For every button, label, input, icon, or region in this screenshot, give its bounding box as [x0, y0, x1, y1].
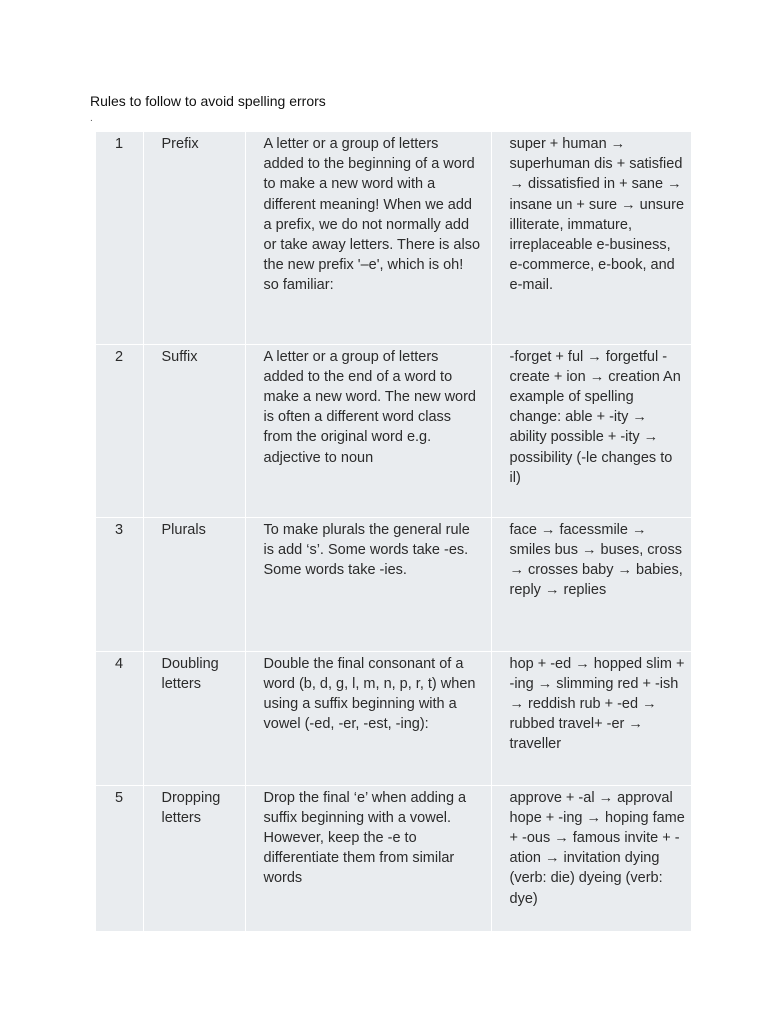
rule-name: Dropping letters — [161, 789, 221, 826]
rule-name: Plurals — [161, 521, 206, 538]
rule-description: To make plurals the general rule is add ‘s’. Some words take -es. Some words take -ies. — [263, 521, 470, 578]
rule-examples-cell — [491, 517, 691, 651]
rule-examples: face → facessmile → smiles bus → buses, cross → crosses baby → babies, reply → replies — [509, 521, 683, 599]
rule-number: 3 — [115, 521, 124, 538]
rules-table — [96, 132, 691, 932]
rule-name: Suffix — [161, 348, 198, 365]
rule-number-cell — [96, 651, 143, 785]
rules-table-container — [96, 132, 691, 932]
rule-number-cell — [96, 517, 143, 651]
rule-number-cell — [96, 132, 143, 344]
rule-examples: approve + -al → approval hope + -ing → hoping fame + -ous → famous invite + -ation → invitation dying (verb: die) dyeing (verb: dye) — [509, 789, 685, 907]
rule-number: 2 — [115, 348, 124, 365]
stray-dot: . — [90, 113, 93, 124]
rule-number-cell — [96, 785, 143, 931]
rule-examples-cell — [491, 132, 691, 344]
table-row — [96, 651, 691, 785]
rule-description: Drop the final ‘e’ when adding a suffix beginning with a vowel. However, keep the -e to differentiate them from similar words — [263, 789, 467, 887]
page-title: Rules to follow to avoid spelling errors — [90, 93, 326, 109]
rule-description: Double the final consonant of a word (b, d, g, l, m, n, p, r, t) when using a suffix beginning with a vowel (-ed, -er, -est, -ing): — [263, 655, 476, 733]
rule-name-cell — [143, 344, 245, 517]
rule-description-cell — [245, 785, 491, 931]
rule-name-cell — [143, 517, 245, 651]
rule-name: Doubling letters — [161, 655, 219, 692]
rule-number-cell — [96, 344, 143, 517]
rule-examples-cell — [491, 344, 691, 517]
rule-description: A letter or a group of letters added to the beginning of a word to make a new word with a different meaning! When we add a prefix, we do not normally add or take away letters. There is also the new prefix '–e', which is oh! so familiar: — [263, 136, 481, 294]
rule-description-cell — [245, 344, 491, 517]
rule-examples-cell — [491, 651, 691, 785]
table-row — [96, 785, 691, 931]
table-row — [96, 344, 691, 517]
rule-examples: super + human → superhuman dis + satisfied → dissatisfied in + sane → insane un + sure → unsure illiterate, immature, irreplaceable e-business, e-commerce, e-book, and e-mail. — [509, 136, 685, 294]
rule-description-cell — [245, 132, 491, 344]
rule-number: 5 — [115, 789, 124, 806]
rule-number: 1 — [115, 136, 124, 152]
rule-name-cell — [143, 785, 245, 931]
rule-name-cell — [143, 651, 245, 785]
rule-name: Prefix — [161, 136, 199, 152]
rule-number: 4 — [115, 655, 124, 672]
rule-description-cell — [245, 517, 491, 651]
rule-examples-cell — [491, 785, 691, 931]
rule-examples: -forget + ful → forgetful -create + ion → creation An example of spelling change: able + -ity → ability possible + -ity → possibility (-le changes to il) — [509, 348, 681, 486]
rule-description-cell — [245, 651, 491, 785]
rule-description: A letter or a group of letters added to the end of a word to make a new word. The new word is often a different word class from the original word e.g. adjective to noun — [263, 348, 477, 466]
table-row — [96, 517, 691, 651]
rule-examples: hop + -ed → hopped slim + -ing → slimming red + -ish → reddish rub + -ed → rubbed travel+ -er → traveller — [509, 655, 685, 753]
table-row — [96, 132, 691, 344]
rule-name-cell — [143, 132, 245, 344]
